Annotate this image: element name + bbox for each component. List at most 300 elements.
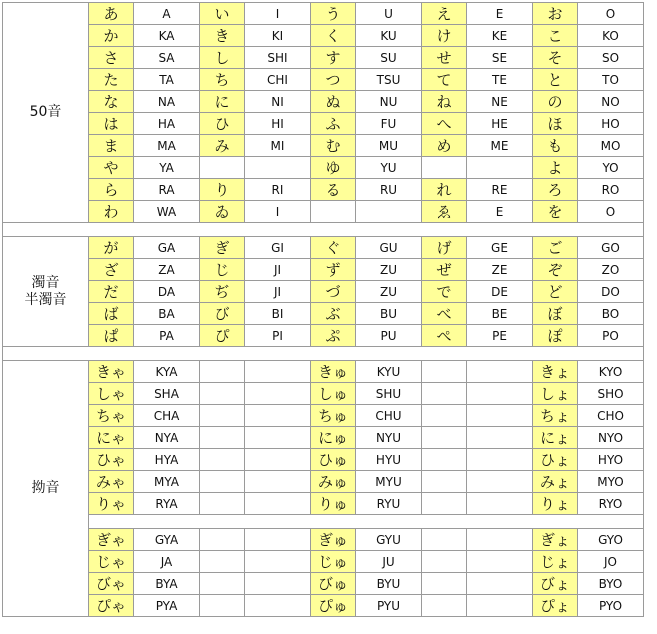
table-row bbox=[3, 551, 644, 573]
kana-cell-u: りゅ bbox=[311, 493, 356, 515]
table-row bbox=[3, 179, 644, 201]
kana-cell-i bbox=[200, 449, 245, 471]
chart-body bbox=[3, 3, 644, 617]
section-label-line: 濁音 bbox=[31, 274, 60, 291]
kana-cell-a: ま bbox=[89, 135, 134, 157]
kana-cell-e bbox=[422, 595, 467, 617]
kana-cell-a: りゃ bbox=[89, 493, 134, 515]
kana-cell-i: に bbox=[200, 91, 245, 113]
romaji-cell-o: YO bbox=[578, 157, 644, 179]
romaji-cell-i: RI bbox=[245, 179, 311, 201]
romaji-cell-o: BYO bbox=[578, 573, 644, 595]
romaji-cell-a: WA bbox=[134, 201, 200, 223]
kana-cell-e bbox=[422, 551, 467, 573]
kana-cell-i: ひ bbox=[200, 113, 245, 135]
romaji-cell-u: CHU bbox=[356, 405, 422, 427]
romaji-cell-i: CHI bbox=[245, 69, 311, 91]
kana-cell-o: と bbox=[533, 69, 578, 91]
romaji-cell-o: KO bbox=[578, 25, 644, 47]
kana-cell-i: り bbox=[200, 179, 245, 201]
kana-cell-u: ぴゅ bbox=[311, 595, 356, 617]
romaji-cell-e bbox=[467, 529, 533, 551]
kana-cell-a: あ bbox=[89, 3, 134, 25]
romaji-cell-i bbox=[245, 471, 311, 493]
kana-cell-i: び bbox=[200, 303, 245, 325]
romaji-cell-e: ME bbox=[467, 135, 533, 157]
romaji-cell-a: KYA bbox=[134, 361, 200, 383]
romaji-cell-u: ZU bbox=[356, 259, 422, 281]
kana-cell-u: しゅ bbox=[311, 383, 356, 405]
kana-cell-u: びゅ bbox=[311, 573, 356, 595]
romaji-cell-a: YA bbox=[134, 157, 200, 179]
kana-cell-u: ふ bbox=[311, 113, 356, 135]
table-row bbox=[3, 47, 644, 69]
romaji-cell-e: DE bbox=[467, 281, 533, 303]
kana-cell-a: さ bbox=[89, 47, 134, 69]
kana-cell-o: の bbox=[533, 91, 578, 113]
romaji-cell-o: KYO bbox=[578, 361, 644, 383]
kana-cell-o: にょ bbox=[533, 427, 578, 449]
romaji-cell-u: MYU bbox=[356, 471, 422, 493]
kana-cell-e bbox=[422, 383, 467, 405]
romaji-cell-a: TA bbox=[134, 69, 200, 91]
romaji-cell-o: HO bbox=[578, 113, 644, 135]
romaji-cell-i: I bbox=[245, 3, 311, 25]
table-row bbox=[3, 449, 644, 471]
romaji-cell-o: SHO bbox=[578, 383, 644, 405]
romaji-cell-u: HYU bbox=[356, 449, 422, 471]
romaji-cell-o: NYO bbox=[578, 427, 644, 449]
kana-cell-e bbox=[422, 361, 467, 383]
kana-cell-o: こ bbox=[533, 25, 578, 47]
kana-cell-i bbox=[200, 383, 245, 405]
romaji-cell-o: CHO bbox=[578, 405, 644, 427]
romaji-cell-o: ZO bbox=[578, 259, 644, 281]
romaji-cell-a: A bbox=[134, 3, 200, 25]
kana-cell-u: ひゅ bbox=[311, 449, 356, 471]
section-label-dakuon-handakuon bbox=[3, 237, 89, 347]
romaji-cell-u: SU bbox=[356, 47, 422, 69]
romaji-cell-a: ZA bbox=[134, 259, 200, 281]
kana-cell-i bbox=[200, 529, 245, 551]
romaji-cell-a: SHA bbox=[134, 383, 200, 405]
kana-cell-u: く bbox=[311, 25, 356, 47]
section-separator bbox=[3, 347, 644, 361]
romaji-cell-e bbox=[467, 573, 533, 595]
kana-cell-e: ね bbox=[422, 91, 467, 113]
kana-cell-a: びゃ bbox=[89, 573, 134, 595]
kana-cell-a: ば bbox=[89, 303, 134, 325]
romaji-cell-u: BU bbox=[356, 303, 422, 325]
table-row bbox=[3, 157, 644, 179]
romaji-cell-i: GI bbox=[245, 237, 311, 259]
romaji-cell-e bbox=[467, 551, 533, 573]
kana-cell-o: よ bbox=[533, 157, 578, 179]
romaji-cell-a: NA bbox=[134, 91, 200, 113]
table-row bbox=[3, 201, 644, 223]
kana-cell-o: ひょ bbox=[533, 449, 578, 471]
table-row bbox=[3, 573, 644, 595]
kana-cell-e: ぜ bbox=[422, 259, 467, 281]
romaji-cell-o: HYO bbox=[578, 449, 644, 471]
romaji-cell-e bbox=[467, 493, 533, 515]
romaji-cell-i bbox=[245, 493, 311, 515]
romaji-cell-o: MO bbox=[578, 135, 644, 157]
romaji-cell-e: E bbox=[467, 3, 533, 25]
romaji-cell-u: YU bbox=[356, 157, 422, 179]
romaji-cell-e: ZE bbox=[467, 259, 533, 281]
kana-cell-u: つ bbox=[311, 69, 356, 91]
romaji-cell-u: SHU bbox=[356, 383, 422, 405]
kana-cell-e bbox=[422, 157, 467, 179]
kana-cell-a: は bbox=[89, 113, 134, 135]
table-row bbox=[3, 471, 644, 493]
kana-cell-o: りょ bbox=[533, 493, 578, 515]
romaji-cell-u: NYU bbox=[356, 427, 422, 449]
kana-cell-a: ちゃ bbox=[89, 405, 134, 427]
kana-cell-o: を bbox=[533, 201, 578, 223]
separator-cell bbox=[89, 515, 644, 529]
kana-cell-i bbox=[200, 595, 245, 617]
romaji-cell-i bbox=[245, 361, 311, 383]
romaji-cell-u: KU bbox=[356, 25, 422, 47]
kana-cell-i bbox=[200, 493, 245, 515]
romaji-cell-u: JU bbox=[356, 551, 422, 573]
kana-cell-i: き bbox=[200, 25, 245, 47]
romaji-cell-o: O bbox=[578, 201, 644, 223]
section-separator bbox=[3, 223, 644, 237]
kana-cell-a: わ bbox=[89, 201, 134, 223]
kana-cell-o: お bbox=[533, 3, 578, 25]
table-row bbox=[3, 113, 644, 135]
romaji-cell-o: O bbox=[578, 3, 644, 25]
kana-cell-u: きゅ bbox=[311, 361, 356, 383]
kana-cell-u: ず bbox=[311, 259, 356, 281]
romaji-cell-u: U bbox=[356, 3, 422, 25]
romaji-cell-a: HYA bbox=[134, 449, 200, 471]
kana-cell-i bbox=[200, 405, 245, 427]
kana-cell-u: ぶ bbox=[311, 303, 356, 325]
kana-cell-e: げ bbox=[422, 237, 467, 259]
romaji-cell-i: HI bbox=[245, 113, 311, 135]
romaji-cell-a: KA bbox=[134, 25, 200, 47]
romaji-cell-u: RU bbox=[356, 179, 422, 201]
kana-cell-i bbox=[200, 157, 245, 179]
romaji-cell-i bbox=[245, 157, 311, 179]
kana-cell-e bbox=[422, 471, 467, 493]
romaji-cell-e: SE bbox=[467, 47, 533, 69]
romaji-cell-i bbox=[245, 383, 311, 405]
table-row bbox=[3, 281, 644, 303]
romaji-cell-i bbox=[245, 449, 311, 471]
section-label-gojuon bbox=[3, 3, 89, 223]
separator-cell bbox=[3, 223, 644, 237]
romaji-cell-o: PO bbox=[578, 325, 644, 347]
romaji-cell-e bbox=[467, 361, 533, 383]
kana-cell-a: や bbox=[89, 157, 134, 179]
romaji-cell-a: RYA bbox=[134, 493, 200, 515]
romaji-cell-e: RE bbox=[467, 179, 533, 201]
romaji-cell-e bbox=[467, 471, 533, 493]
romaji-cell-a: NYA bbox=[134, 427, 200, 449]
kana-cell-o: ちょ bbox=[533, 405, 578, 427]
romaji-cell-a: PA bbox=[134, 325, 200, 347]
kana-cell-e: ぺ bbox=[422, 325, 467, 347]
romaji-cell-e: E bbox=[467, 201, 533, 223]
romaji-cell-e bbox=[467, 595, 533, 617]
romaji-cell-u: TSU bbox=[356, 69, 422, 91]
romaji-cell-o: MYO bbox=[578, 471, 644, 493]
kana-cell-o: しょ bbox=[533, 383, 578, 405]
romaji-cell-u: NU bbox=[356, 91, 422, 113]
romaji-cell-u: BYU bbox=[356, 573, 422, 595]
kana-cell-e: へ bbox=[422, 113, 467, 135]
kana-cell-o: ご bbox=[533, 237, 578, 259]
romaji-cell-i: MI bbox=[245, 135, 311, 157]
kana-cell-e: え bbox=[422, 3, 467, 25]
romaji-cell-e: BE bbox=[467, 303, 533, 325]
table-row bbox=[3, 595, 644, 617]
section-label-line: 半濁音 bbox=[24, 291, 67, 308]
romaji-cell-o: TO bbox=[578, 69, 644, 91]
romaji-cell-a: GA bbox=[134, 237, 200, 259]
kana-cell-o: じょ bbox=[533, 551, 578, 573]
romaji-cell-a: MA bbox=[134, 135, 200, 157]
kana-cell-o: ど bbox=[533, 281, 578, 303]
romaji-cell-a: HA bbox=[134, 113, 200, 135]
romaji-cell-a: BYA bbox=[134, 573, 200, 595]
romaji-cell-a: CHA bbox=[134, 405, 200, 427]
kana-cell-a: じゃ bbox=[89, 551, 134, 573]
romaji-cell-u: FU bbox=[356, 113, 422, 135]
kana-cell-u: ぐ bbox=[311, 237, 356, 259]
romaji-cell-u: GU bbox=[356, 237, 422, 259]
kana-cell-a: しゃ bbox=[89, 383, 134, 405]
romaji-cell-i bbox=[245, 573, 311, 595]
kana-cell-o: ぞ bbox=[533, 259, 578, 281]
romaji-cell-i bbox=[245, 529, 311, 551]
kana-cell-e bbox=[422, 427, 467, 449]
romaji-cell-i: SHI bbox=[245, 47, 311, 69]
romaji-cell-e bbox=[467, 427, 533, 449]
kana-cell-a: ぱ bbox=[89, 325, 134, 347]
kana-cell-a: た bbox=[89, 69, 134, 91]
kana-cell-i bbox=[200, 361, 245, 383]
kana-cell-a: が bbox=[89, 237, 134, 259]
kana-cell-u: ゆ bbox=[311, 157, 356, 179]
romaji-cell-u: PU bbox=[356, 325, 422, 347]
romaji-cell-e: GE bbox=[467, 237, 533, 259]
kana-cell-u: う bbox=[311, 3, 356, 25]
romaji-cell-o: RYO bbox=[578, 493, 644, 515]
kana-cell-u: ぷ bbox=[311, 325, 356, 347]
kana-cell-i: ぎ bbox=[200, 237, 245, 259]
separator-cell bbox=[3, 347, 644, 361]
table-row bbox=[3, 25, 644, 47]
kana-cell-i: ち bbox=[200, 69, 245, 91]
kana-cell-o: そ bbox=[533, 47, 578, 69]
kana-cell-e bbox=[422, 405, 467, 427]
kana-cell-u: ぎゅ bbox=[311, 529, 356, 551]
romaji-cell-e: NE bbox=[467, 91, 533, 113]
romaji-cell-e bbox=[467, 405, 533, 427]
romaji-cell-a: MYA bbox=[134, 471, 200, 493]
kana-cell-u: ちゅ bbox=[311, 405, 356, 427]
romaji-cell-e: PE bbox=[467, 325, 533, 347]
table-row bbox=[3, 237, 644, 259]
kana-cell-o: ほ bbox=[533, 113, 578, 135]
romaji-cell-i: BI bbox=[245, 303, 311, 325]
romaji-cell-o: JO bbox=[578, 551, 644, 573]
kana-cell-o: びょ bbox=[533, 573, 578, 595]
table-row bbox=[3, 303, 644, 325]
romaji-cell-o: SO bbox=[578, 47, 644, 69]
kana-cell-a: にゃ bbox=[89, 427, 134, 449]
romaji-cell-i: JI bbox=[245, 281, 311, 303]
kana-cell-e bbox=[422, 493, 467, 515]
romaji-cell-o: DO bbox=[578, 281, 644, 303]
kana-cell-a: みゃ bbox=[89, 471, 134, 493]
romaji-cell-i bbox=[245, 427, 311, 449]
table-row bbox=[3, 135, 644, 157]
romaji-cell-u bbox=[356, 201, 422, 223]
kana-cell-i: ぴ bbox=[200, 325, 245, 347]
table-row bbox=[3, 325, 644, 347]
table-row bbox=[3, 405, 644, 427]
romaji-cell-u: ZU bbox=[356, 281, 422, 303]
kana-cell-u: ぬ bbox=[311, 91, 356, 113]
kana-cell-o: ぎょ bbox=[533, 529, 578, 551]
kana-cell-o: ろ bbox=[533, 179, 578, 201]
romaji-cell-u: RYU bbox=[356, 493, 422, 515]
table-row bbox=[3, 259, 644, 281]
kana-romaji-chart bbox=[2, 2, 644, 617]
romaji-cell-i bbox=[245, 405, 311, 427]
kana-cell-i: じ bbox=[200, 259, 245, 281]
kana-cell-e: て bbox=[422, 69, 467, 91]
kana-cell-o: きょ bbox=[533, 361, 578, 383]
table-row bbox=[3, 529, 644, 551]
romaji-cell-a: SA bbox=[134, 47, 200, 69]
kana-cell-a: か bbox=[89, 25, 134, 47]
kana-cell-u: す bbox=[311, 47, 356, 69]
romaji-cell-e: KE bbox=[467, 25, 533, 47]
kana-cell-u: みゅ bbox=[311, 471, 356, 493]
romaji-cell-i: NI bbox=[245, 91, 311, 113]
table-row bbox=[3, 3, 644, 25]
kana-cell-i bbox=[200, 427, 245, 449]
section-label-yoon bbox=[3, 361, 89, 617]
kana-cell-e: ゑ bbox=[422, 201, 467, 223]
romaji-cell-a: RA bbox=[134, 179, 200, 201]
kana-cell-e: け bbox=[422, 25, 467, 47]
kana-cell-a: ぎゃ bbox=[89, 529, 134, 551]
kana-cell-e: せ bbox=[422, 47, 467, 69]
table-row bbox=[3, 383, 644, 405]
kana-cell-o: ぼ bbox=[533, 303, 578, 325]
kana-cell-o: ぴょ bbox=[533, 595, 578, 617]
table-row bbox=[3, 427, 644, 449]
romaji-cell-u: GYU bbox=[356, 529, 422, 551]
romaji-cell-o: BO bbox=[578, 303, 644, 325]
table-row bbox=[3, 493, 644, 515]
kana-cell-a: きゃ bbox=[89, 361, 134, 383]
section-label-line: 拗音 bbox=[31, 480, 60, 496]
romaji-cell-i: I bbox=[245, 201, 311, 223]
romaji-cell-i: JI bbox=[245, 259, 311, 281]
kana-cell-i: ゐ bbox=[200, 201, 245, 223]
kana-cell-a: ぴゃ bbox=[89, 595, 134, 617]
romaji-cell-a: DA bbox=[134, 281, 200, 303]
kana-cell-o: みょ bbox=[533, 471, 578, 493]
kana-cell-e: で bbox=[422, 281, 467, 303]
kana-cell-i: ぢ bbox=[200, 281, 245, 303]
table-row bbox=[3, 91, 644, 113]
kana-cell-i: み bbox=[200, 135, 245, 157]
kana-cell-e: め bbox=[422, 135, 467, 157]
section-label-line: 50音 bbox=[29, 104, 62, 120]
kana-cell-u: む bbox=[311, 135, 356, 157]
kana-cell-e bbox=[422, 529, 467, 551]
kana-cell-o: ぽ bbox=[533, 325, 578, 347]
kana-cell-u: にゅ bbox=[311, 427, 356, 449]
romaji-cell-i: KI bbox=[245, 25, 311, 47]
kana-cell-i bbox=[200, 551, 245, 573]
subsection-separator bbox=[3, 515, 644, 529]
kana-cell-i bbox=[200, 471, 245, 493]
table-row bbox=[3, 69, 644, 91]
romaji-cell-e: TE bbox=[467, 69, 533, 91]
kana-cell-u: じゅ bbox=[311, 551, 356, 573]
romaji-cell-a: BA bbox=[134, 303, 200, 325]
romaji-cell-a: PYA bbox=[134, 595, 200, 617]
romaji-cell-e: HE bbox=[467, 113, 533, 135]
romaji-cell-a: JA bbox=[134, 551, 200, 573]
kana-cell-i: い bbox=[200, 3, 245, 25]
romaji-cell-e bbox=[467, 383, 533, 405]
kana-cell-u bbox=[311, 201, 356, 223]
romaji-cell-o: PYO bbox=[578, 595, 644, 617]
kana-cell-i bbox=[200, 573, 245, 595]
romaji-cell-e bbox=[467, 157, 533, 179]
romaji-cell-i bbox=[245, 551, 311, 573]
romaji-cell-o: GO bbox=[578, 237, 644, 259]
kana-cell-a: ざ bbox=[89, 259, 134, 281]
romaji-cell-o: NO bbox=[578, 91, 644, 113]
kana-cell-a: ひゃ bbox=[89, 449, 134, 471]
kana-cell-e: べ bbox=[422, 303, 467, 325]
kana-cell-i: し bbox=[200, 47, 245, 69]
kana-cell-e: れ bbox=[422, 179, 467, 201]
kana-cell-o: も bbox=[533, 135, 578, 157]
kana-cell-a: だ bbox=[89, 281, 134, 303]
romaji-cell-o: GYO bbox=[578, 529, 644, 551]
romaji-cell-o: RO bbox=[578, 179, 644, 201]
romaji-cell-i bbox=[245, 595, 311, 617]
kana-cell-e bbox=[422, 449, 467, 471]
romaji-cell-u: PYU bbox=[356, 595, 422, 617]
romaji-cell-u: MU bbox=[356, 135, 422, 157]
kana-cell-u: づ bbox=[311, 281, 356, 303]
romaji-cell-a: GYA bbox=[134, 529, 200, 551]
romaji-cell-e bbox=[467, 449, 533, 471]
kana-cell-a: ら bbox=[89, 179, 134, 201]
kana-cell-a: な bbox=[89, 91, 134, 113]
romaji-cell-i: PI bbox=[245, 325, 311, 347]
kana-cell-e bbox=[422, 573, 467, 595]
table-row bbox=[3, 361, 644, 383]
kana-cell-u: る bbox=[311, 179, 356, 201]
